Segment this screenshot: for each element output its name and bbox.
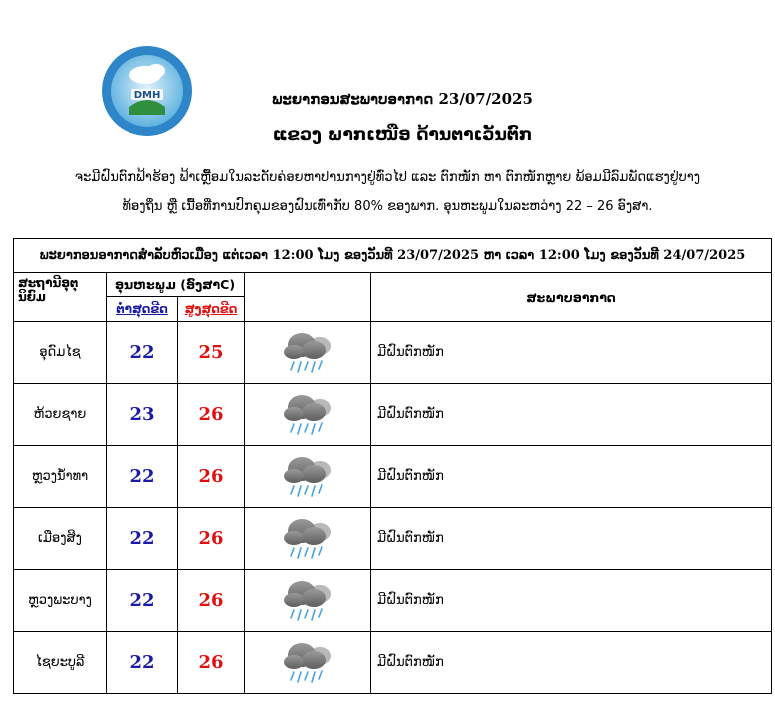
min-temp: 22 xyxy=(107,632,178,694)
max-temp: 26 xyxy=(178,570,245,632)
max-temp-header: ສູງສຸດຂີດ xyxy=(178,297,245,322)
forecast-description-line2: ທ້ອງຖິ່ນ ຫຼື ເນື້ອທີ່ການປົກຄຸມຂອງຝົນເທົ່າກັບ 80% ຂອງພາກ. ອຸນຫະພູມໃນລະຫວ່າງ 22 – 26 ອົງສາ. xyxy=(122,199,653,214)
table-row xyxy=(14,384,772,446)
condition-column-header: ສະພາບອາກາດ xyxy=(371,273,772,322)
rain-cloud-icon xyxy=(280,326,336,376)
station-name: ຫຼວງພະບາງ xyxy=(14,570,107,632)
table-row xyxy=(14,446,772,508)
rain-cloud-icon xyxy=(280,512,336,562)
station-name: ໄຊຍະບູລີ xyxy=(14,632,107,694)
rain-cloud-icon xyxy=(280,450,336,500)
max-temp: 25 xyxy=(178,322,245,384)
station-column-header: ສະຖານີອຸຕຸນິຍົມ xyxy=(14,273,107,322)
weather-condition: ມີຝົນຕົກໜັກ xyxy=(371,446,772,508)
weather-condition: ມີຝົນຕົກໜັກ xyxy=(371,632,772,694)
table-caption: ພະຍາກອນອາກາດສຳລັບຫົວເມືອງ ແຕ່ເວລາ 12:00 ໂມງ ຂອງວັນທີ 23/07/2025 ຫາ ເວລາ 12:00 ໂມງ ຂອງວັນທີ 24/07/2025 xyxy=(14,239,772,273)
table-row xyxy=(14,508,772,570)
weather-condition: ມີຝົນຕົກໜັກ xyxy=(371,322,772,384)
station-name: ເມືອງສິງ xyxy=(14,508,107,570)
max-temp: 26 xyxy=(178,632,245,694)
forecast-description-line1: ຈະມີຝົນຕົກຟ້າຮ້ອງ ຟ້າເຫຼື້ອມໃນລະດັບຄ່ອຍຫາປານກາງຢູ່ທົ່ວໄປ ແລະ ຕົກໜັກ ຫາ ຕົກໜັກຫຼາຍ ພ້ອມມີລົມພັດແຮງຢູ່ບາງ xyxy=(74,170,701,185)
forecast-table xyxy=(13,238,772,694)
station-name: ຫ້ວຍຊາຍ xyxy=(14,384,107,446)
weather-condition: ມີຝົນຕົກໜັກ xyxy=(371,384,772,446)
min-temp-header: ຕ່ຳສຸດຂີດ xyxy=(107,297,178,322)
icon-column-header xyxy=(245,273,371,322)
max-temp: 26 xyxy=(178,384,245,446)
station-name: ອຸດົມໄຊ xyxy=(14,322,107,384)
station-name: ຫຼວງນ້ຳທາ xyxy=(14,446,107,508)
min-temp: 23 xyxy=(107,384,178,446)
max-temp: 26 xyxy=(178,508,245,570)
min-temp: 22 xyxy=(107,508,178,570)
region-title: ແຂວງ ພາກເໜືອ ດ້ານຕາເວັນຕົກ xyxy=(272,125,533,145)
min-temp: 22 xyxy=(107,446,178,508)
weather-condition: ມີຝົນຕົກໜັກ xyxy=(371,570,772,632)
rain-cloud-icon xyxy=(280,636,336,686)
max-temp: 26 xyxy=(178,446,245,508)
forecast-title: ພະຍາກອນສະພາບອາກາດ 23/07/2025 xyxy=(272,90,533,108)
weather-condition: ມີຝົນຕົກໜັກ xyxy=(371,508,772,570)
dmh-logo xyxy=(101,45,193,137)
table-row xyxy=(14,632,772,694)
table-row xyxy=(14,570,772,632)
min-temp: 22 xyxy=(107,570,178,632)
rain-cloud-icon xyxy=(280,574,336,624)
table-row xyxy=(14,322,772,384)
logo-text: DMH xyxy=(133,90,161,101)
rain-cloud-icon xyxy=(280,388,336,438)
min-temp: 22 xyxy=(107,322,178,384)
temperature-column-header: ອຸນຫະພູມ (ອົງສາC) xyxy=(107,273,245,297)
